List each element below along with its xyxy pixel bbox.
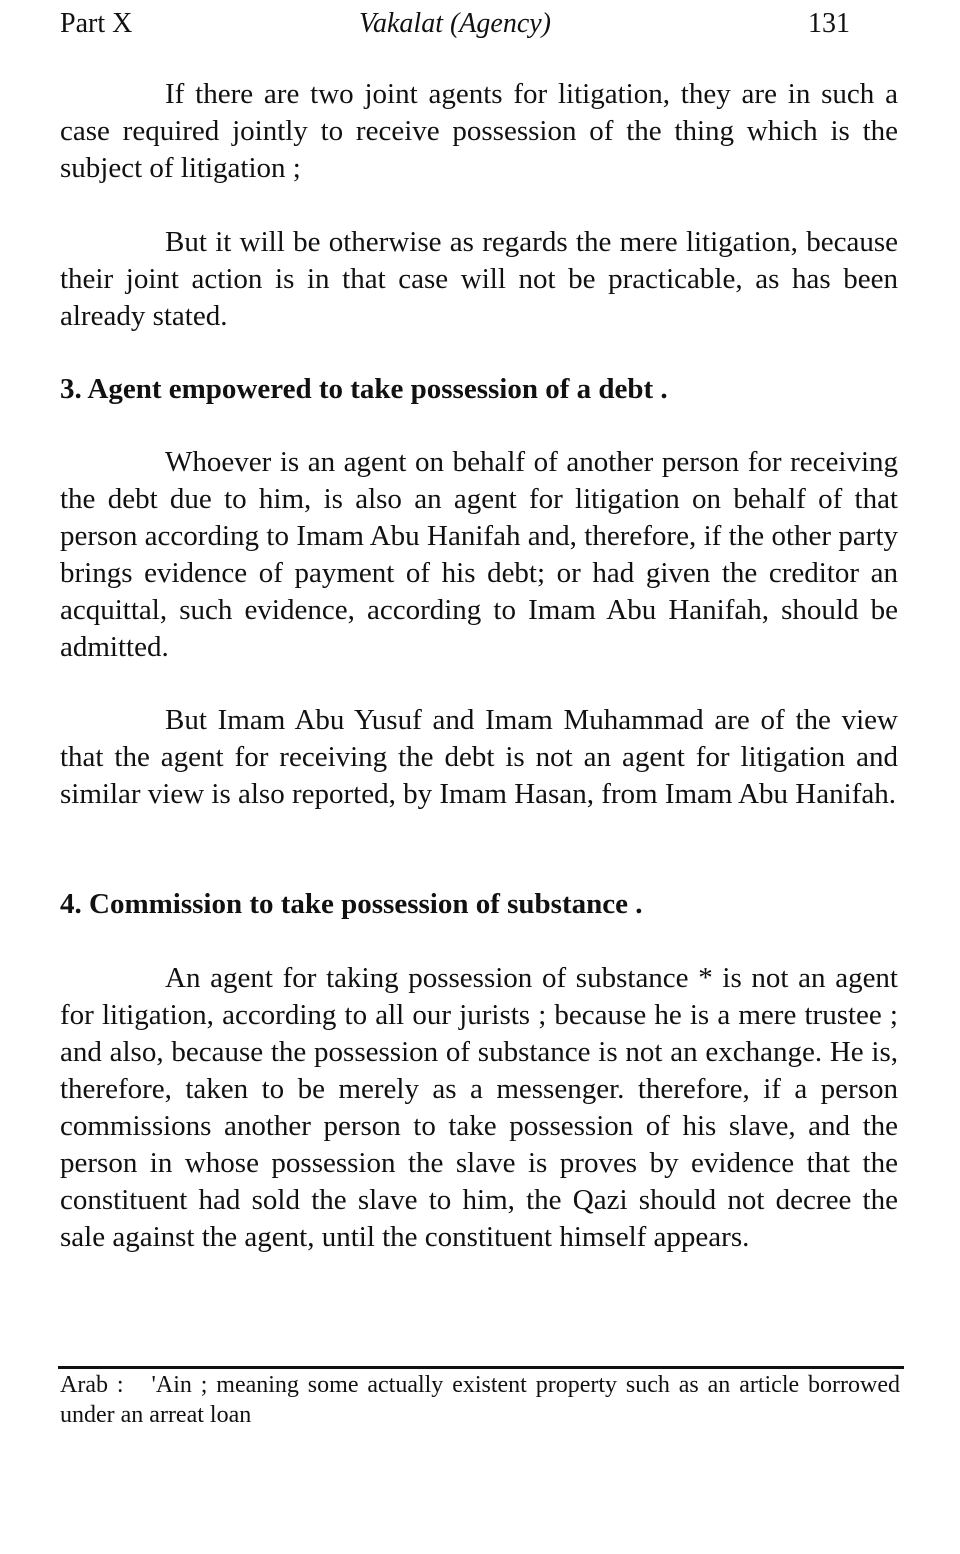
footnote: [60, 1370, 900, 1430]
running-title: Vakalat (Agency): [358, 8, 552, 39]
footnote-divider: [58, 1366, 904, 1369]
footnote-text: 'Ain ; meaning some actually existent property such as an article borrowed under an arreat loan: [60, 1372, 900, 1428]
page-header: [60, 6, 850, 42]
paragraph-joint-agents: If there are two joint agents for litigation, they are in such a case required jointly to receive possession of the thing which is the subject of litigation ;: [60, 78, 898, 184]
page-number: 131: [808, 8, 850, 39]
paragraph-substance-agent: An agent for taking possession of substance * is not an agent for litigation, according to all our jurists ; because he is a mere trustee ; and also, because the possession of substance is not an exchange. He is, therefore, taken to be merely as a messenger. therefore, if a person commissions another person to take possession of his slave, and the person in whose possession the slave is proves by evidence that the constituent had sold the slave to him, the Qazi should not decree the sale against the agent, until the constituent himself appears.: [60, 962, 898, 1253]
paragraph-abu-yusuf-view: But Imam Abu Yusuf and Imam Muhammad are of the view that the agent for receiving the debt is not an agent for litigation and similar view is also reported, by Imam Hasan, from Imam Abu Hanifah.: [60, 704, 898, 810]
section-heading-3: 3. Agent empowered to take possession of a debt .: [60, 373, 668, 405]
paragraph-mere-litigation: But it will be otherwise as regards the mere litigation, because their joint action is in that case will not be practicable, as has been already stated.: [60, 226, 898, 332]
part-label: Part X: [60, 8, 133, 39]
paragraph-debt-agent: Whoever is an agent on behalf of another person for receiving the debt due to him, is also an agent for litigation on behalf of that person according to Imam Abu Hanifah and, therefore, if the other party brings evidence of payment of his debt; or had given the creditor an acquittal, such evidence, according to Imam Abu Hanifah, should be admitted.: [60, 446, 898, 663]
section-heading-4: 4. Commission to take possession of substance .: [60, 888, 643, 920]
footnote-lead: Arab :: [60, 1372, 124, 1398]
